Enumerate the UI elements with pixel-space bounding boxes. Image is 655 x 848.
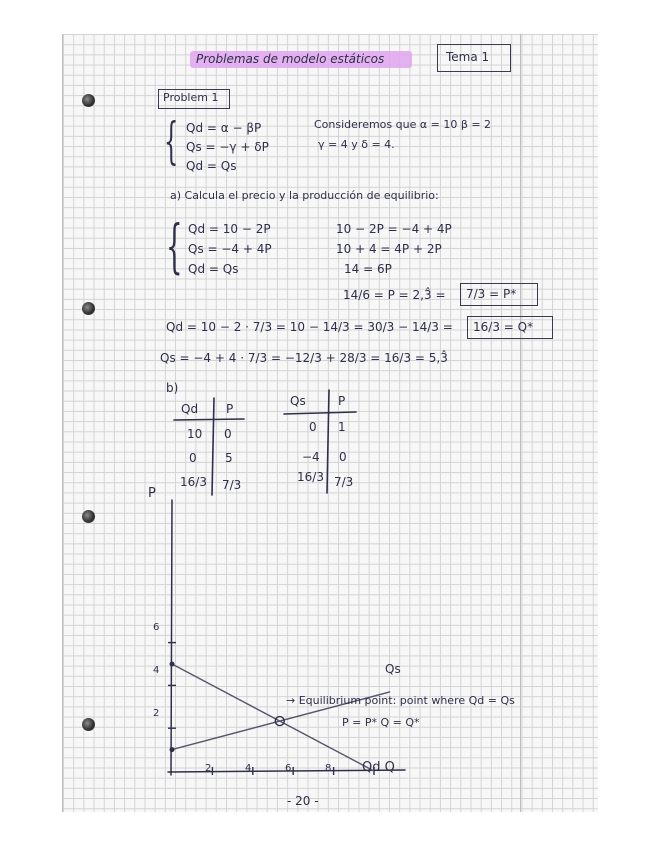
supply-table-cell: 0 bbox=[339, 450, 347, 464]
page-title: Problemas de modelo estáticos bbox=[196, 52, 385, 66]
solve-step-1: 10 − 2P = −4 + 4P bbox=[336, 222, 452, 236]
part-a-heading: a) Calcula el precio y la producción de equilibrio: bbox=[170, 189, 439, 202]
qs-calc-line: Qs = −4 + 4 · 7/3 = −12/3 + 28/3 = 16/3 = 5,3̂ bbox=[160, 351, 448, 365]
a-eq-equilibrium: Qd = Qs bbox=[188, 262, 239, 276]
qd-calc-line: Qd = 10 − 2 · 7/3 = 10 − 14/3 = 30/3 − 14/3 = bbox=[166, 320, 453, 334]
eq-supply: Qs = −γ + δP bbox=[186, 140, 269, 154]
equilibrium-values: P = P* Q = Q* bbox=[342, 716, 420, 729]
equilibrium-note: → Equilibrium point: point where Qd = Qs bbox=[286, 694, 515, 707]
x-axis-label: Qd Q bbox=[362, 760, 395, 775]
parameters-line-2: γ = 4 y δ = 4. bbox=[318, 138, 395, 151]
supply-table-header-qs: Qs bbox=[290, 394, 306, 408]
supply-table-cell: 1 bbox=[338, 420, 346, 434]
system-a-brace: { bbox=[166, 212, 183, 280]
price-result: 7/3 = P* bbox=[466, 287, 517, 301]
solve-step-2: 10 + 4 = 4P + 2P bbox=[336, 242, 442, 256]
y-axis bbox=[171, 500, 172, 775]
demand-table-cell: 5 bbox=[225, 451, 233, 465]
part-b-label: b) bbox=[166, 381, 179, 395]
x-tick-label: 2 bbox=[205, 763, 212, 774]
x-tick-label: 6 bbox=[285, 763, 292, 774]
solve-step-3: 14 = 6P bbox=[344, 262, 392, 276]
supply-intercept-point bbox=[170, 747, 175, 752]
parameters-line-1: Consideremos que α = 10 β = 2 bbox=[314, 118, 492, 131]
supply-table-cell: 7/3 bbox=[334, 475, 354, 489]
demand-table-header-qd: Qd bbox=[181, 402, 199, 416]
demand-table-cell: 0 bbox=[224, 427, 232, 441]
price-line: 14/6 = P = 2,3̂ = bbox=[343, 288, 446, 302]
y-tick-label: 6 bbox=[153, 622, 160, 633]
supply-table-cell: 16/3 bbox=[297, 470, 324, 484]
supply-table-header-p: P bbox=[338, 394, 346, 408]
demand-table-cell: 7/3 bbox=[222, 478, 242, 492]
a-eq-demand: Qd = 10 − 2P bbox=[188, 222, 271, 236]
problem-label: Problem 1 bbox=[163, 91, 219, 104]
a-eq-supply: Qs = −4 + 4P bbox=[188, 242, 272, 256]
tema-label: Tema 1 bbox=[446, 50, 490, 64]
supply-table-cell: 0 bbox=[309, 420, 317, 434]
demand-table-header-p: P bbox=[226, 402, 234, 416]
demand-table-cell: 16/3 bbox=[180, 475, 207, 489]
x-tick-label: 8 bbox=[325, 763, 332, 774]
system-brace: { bbox=[164, 112, 179, 170]
y-tick-label: 4 bbox=[153, 665, 160, 676]
eq-equilibrium: Qd = Qs bbox=[186, 159, 237, 173]
y-tick-label: 2 bbox=[153, 708, 160, 719]
demand-table-cell: 10 bbox=[187, 427, 203, 441]
eq-demand: Qd = α − βP bbox=[186, 121, 262, 135]
x-tick-label: 4 bbox=[245, 763, 252, 774]
supply-table-cell: −4 bbox=[302, 450, 320, 464]
demand-table-cell: 0 bbox=[189, 451, 197, 465]
page-number: - 20 - bbox=[287, 794, 319, 808]
supply-curve-label: Qs bbox=[385, 662, 401, 676]
y-axis-label: P bbox=[148, 486, 156, 501]
demand-intercept-point bbox=[170, 662, 175, 667]
qty-result: 16/3 = Q* bbox=[473, 320, 534, 334]
